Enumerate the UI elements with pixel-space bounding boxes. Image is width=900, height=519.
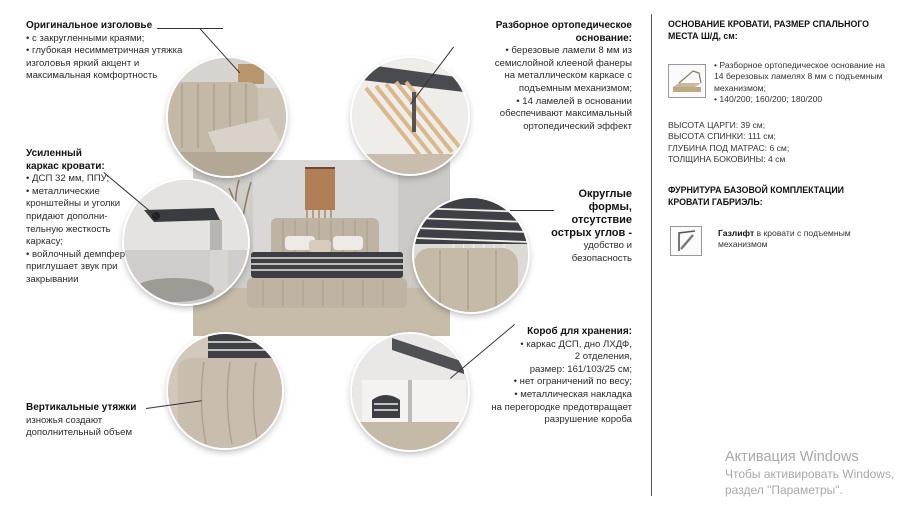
ortho-line: ортопедический эффект xyxy=(523,120,632,132)
headboard-line: • глубокая несимметричная утяжка xyxy=(26,45,183,57)
rounded-corner-circle xyxy=(414,198,528,312)
gaslift-desc: механизмом xyxy=(718,239,768,250)
storage-line: • металлическая накладка xyxy=(514,388,632,400)
storage-line: размер: 161/103/25 см; xyxy=(529,363,632,375)
storage-line: • каркас ДСП, дно ЛХДФ, xyxy=(520,338,632,350)
lift-base-icon xyxy=(668,64,706,98)
ortho-line: • 14 ламелей в основании xyxy=(516,95,632,107)
frame-title: Усиленный xyxy=(26,148,82,159)
frame-line: приглушает звук при xyxy=(26,261,118,273)
storage-line: на перегородке предотвращает xyxy=(491,401,632,413)
rounded-feature xyxy=(536,188,632,265)
rounded-line: безопасность xyxy=(571,252,632,264)
storage-title: Короб для хранения: xyxy=(527,326,632,337)
gaslift-desc: в кровати с подъемным xyxy=(754,227,851,238)
watermark-line: раздел "Параметры". xyxy=(725,483,843,497)
frame-line: закрывании xyxy=(26,273,79,285)
headboard-line: максимальная комфортность xyxy=(26,70,158,82)
frame-line: • ДСП 32 мм, ППУ; xyxy=(26,173,110,185)
storage-line: разрушение короба xyxy=(544,414,632,426)
base-spec-row xyxy=(668,60,893,108)
ortho-feature xyxy=(470,20,632,133)
rounded-title: формы, xyxy=(588,201,632,213)
headboard-title: Оригинальное изголовье xyxy=(26,20,153,31)
gaslift-label: Газлифт xyxy=(718,227,755,238)
frame-line: кронштейны и уголки xyxy=(26,198,121,210)
gaslift-row xyxy=(668,226,893,260)
headboard-feature xyxy=(26,20,182,83)
hardware-heading: ФУРНИТУРА БАЗОВОЙ КОМПЛЕКТАЦИИ xyxy=(668,184,844,195)
ortho-line: подъемным механизмом; xyxy=(518,82,632,94)
column-divider xyxy=(651,14,652,496)
windows-activation-watermark xyxy=(725,448,894,498)
storage-line: • нет ограничений по весу; xyxy=(513,376,632,388)
base-spec-line: 14 березовых ламелях 8 мм с подъемным xyxy=(714,71,883,82)
vertical-line: дополнительный объем xyxy=(26,427,133,439)
spec-heading: МЕСТА Ш/Д, см: xyxy=(668,31,738,41)
headboard-line: изголовья яркий акцент и xyxy=(26,57,140,69)
dimensions-list xyxy=(668,120,893,166)
storage-feature xyxy=(470,326,632,427)
frame-line: придают дополни- xyxy=(26,210,108,222)
rounded-title: острых углов - xyxy=(551,227,632,239)
vertical-title: Вертикальные утяжки xyxy=(26,402,137,413)
ortho-base-circle xyxy=(352,58,468,174)
base-spec-line: механизмом; xyxy=(714,82,766,93)
hardware-heading: КРОВАТИ ГАБРИЭЛЬ: xyxy=(668,196,763,207)
watermark-line: Чтобы активировать Windows, xyxy=(725,467,895,481)
storage-line: 2 отделения, xyxy=(574,351,632,363)
frame-line: • металлические xyxy=(26,185,100,197)
frame-line: каркасу; xyxy=(26,236,64,248)
headboard-line: • с закругленными краями; xyxy=(26,32,145,44)
ortho-line: • березовые ламели 8 мм из xyxy=(505,45,632,57)
spec-panel xyxy=(668,18,893,260)
base-spec-line: • 140/200; 160/200; 180/200 xyxy=(714,94,823,105)
storage-box-circle xyxy=(352,334,468,450)
watermark-title: Активация Windows xyxy=(725,449,859,465)
ortho-title: основание: xyxy=(575,32,632,44)
dimension-line: ВЫСОТА СПИНКИ: 111 см; xyxy=(668,131,776,142)
frame-bracket-circle xyxy=(124,180,248,304)
ortho-line: на металлическом каркасе с xyxy=(504,70,632,82)
spec-heading: ОСНОВАНИЕ КРОВАТИ, РАЗМЕР СПАЛЬНОГО xyxy=(668,19,870,29)
ortho-title: Разборное ортопедическое xyxy=(495,20,632,31)
dimension-line: ГЛУБИНА ПОД МАТРАС: 6 см; xyxy=(668,142,790,153)
headboard-closeup-circle xyxy=(168,58,286,176)
ortho-line: обеспечивают максимальный xyxy=(499,108,632,120)
rounded-line: удобство и xyxy=(583,240,632,251)
rounded-title: Округлые xyxy=(578,188,632,200)
ortho-line: семислойной клееной фанеры xyxy=(494,57,632,69)
base-spec-line: • Разборное ортопедическое основание на xyxy=(714,60,886,70)
frame-line: • войлочный демпфер xyxy=(26,248,126,260)
dimension-line: ТОЛЩИНА БОКОВИНЫ: 4 см xyxy=(668,154,786,165)
dimension-line: ВЫСОТА ЦАРГИ: 39 см; xyxy=(668,120,766,130)
vertical-stitch-feature xyxy=(26,402,136,440)
rounded-title: отсутствие xyxy=(571,214,632,226)
frame-feature xyxy=(26,148,125,287)
gaslift-icon xyxy=(670,226,702,256)
vertical-line: изножья создают xyxy=(26,414,103,426)
frame-line: тельную жесткость xyxy=(26,223,111,235)
vertical-stitch-circle xyxy=(168,334,282,448)
frame-title: каркас кровати: xyxy=(26,160,105,172)
hardware-heading-block xyxy=(668,184,893,208)
